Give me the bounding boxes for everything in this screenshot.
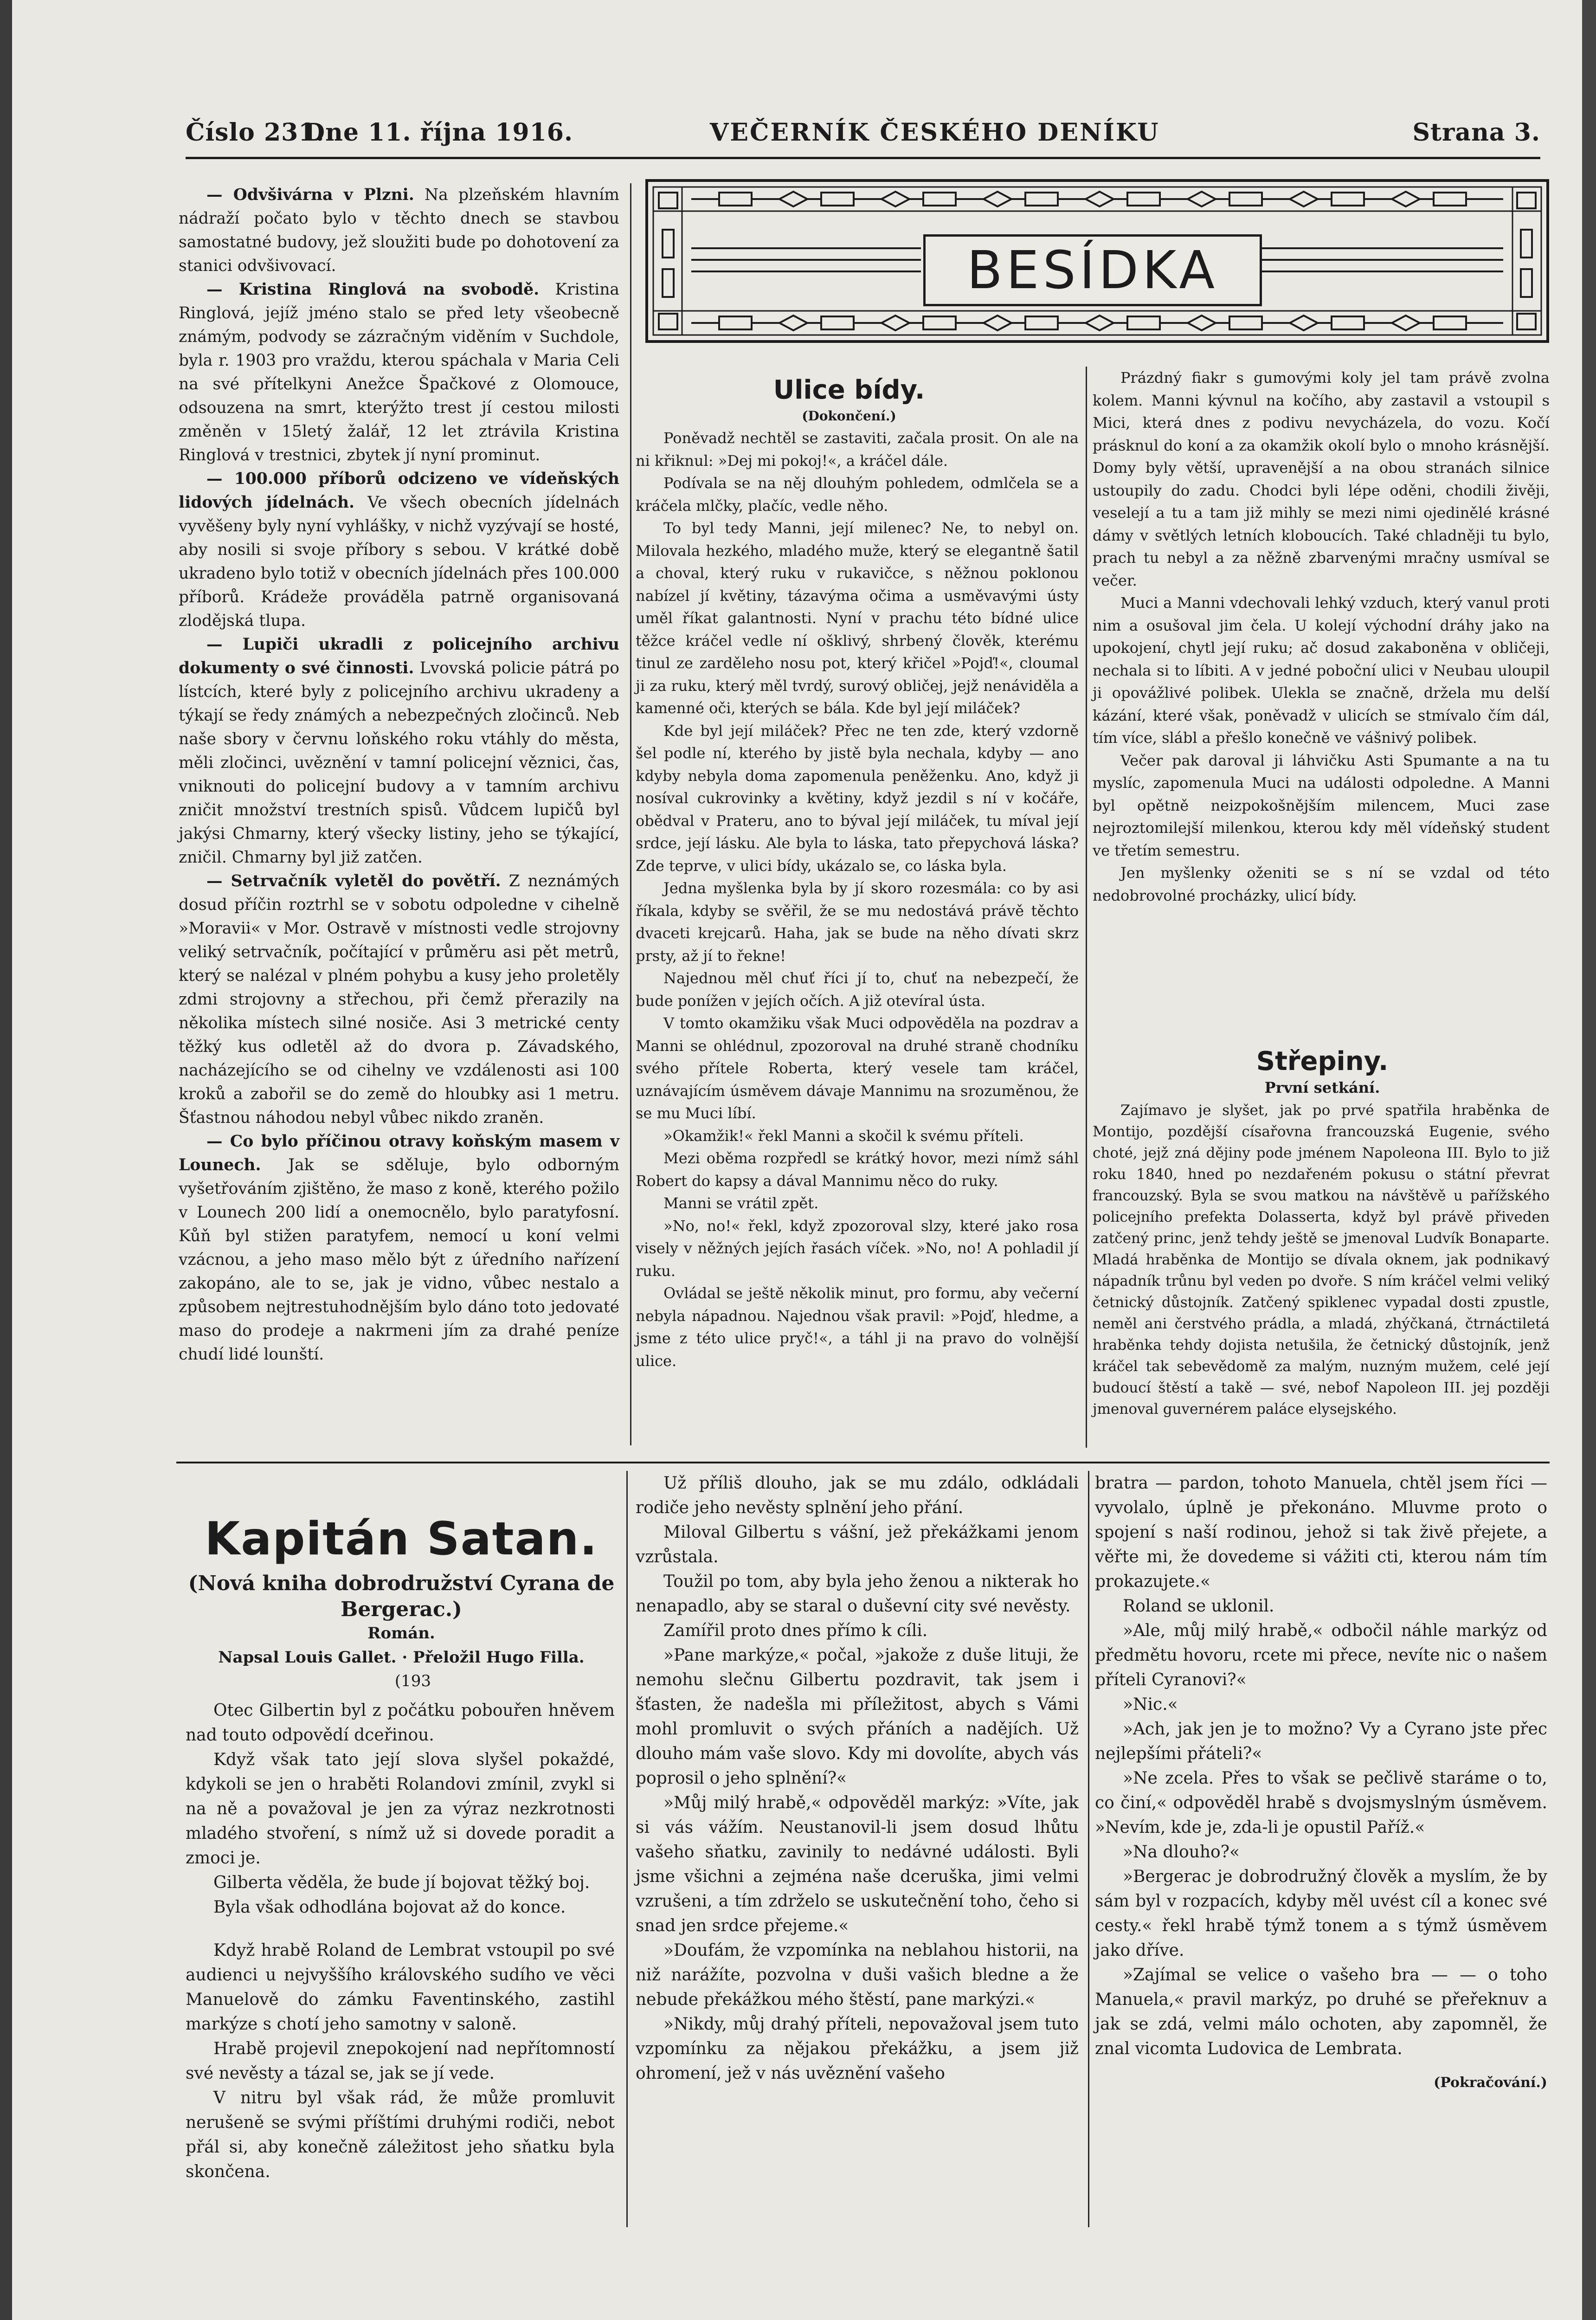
- news-item: [179, 1130, 619, 1366]
- story-paragraph: Poněvadž nechtěl se zastaviti, začala prosit. On ale na ni křiknul: »Dej mi pokoj!«, a kráčel dále.: [636, 429, 1079, 470]
- novel-genre: Román.: [367, 1624, 435, 1643]
- installment-number: (193: [394, 1672, 431, 1690]
- novel-paragraph: »Na dlouho?«: [1123, 1843, 1240, 1862]
- issue-number: Číslo 231.: [186, 118, 325, 147]
- novel-paragraph: »Ale, můj milý hrabě,« odbočil náhle markýz od předmětu hovoru, rcete mi přece, nevíte nic o našem příteli Cyranovi?«: [1095, 1621, 1547, 1689]
- news-column: [179, 183, 619, 1366]
- continued-note: (Pokračování.): [1434, 2075, 1547, 2091]
- news-headline: — Kristina Ringlová na svobodě.: [206, 280, 540, 299]
- story-subtitle: (Dokončení.): [802, 408, 896, 424]
- news-item: [179, 870, 619, 1130]
- strepiny-subtitle: První setkání.: [1264, 1079, 1380, 1096]
- masthead-title: VEČERNÍK ČESKÉHO DENÍKU: [710, 118, 1160, 147]
- novel-column-1: [186, 1698, 615, 2184]
- news-body: Ve všech obecních jídelnách vyvěšeny byly nyní vyhlášky, v nichž vyzývají se hosté, aby nosili si svoje příbory s sebou. V krátké době ukradeno bylo totiž v obecních jídelnách přes 100.000 příborů. Krádeže prováděla patrně organisovaná zlodějská tlupa.: [179, 493, 619, 630]
- story-title: Ulice bídy.: [773, 375, 925, 405]
- news-item: [179, 467, 619, 633]
- besidka-title: BESÍDKA: [923, 234, 1262, 306]
- novel-paragraph: Když hrabě Roland de Lembrat vstoupil po své audienci u nejvyššího královského sudího ve věci Manuelově do zámku Faventinského, zastihl markýze s chotí jeho samotny v saloně.: [186, 1941, 615, 2034]
- novel-paragraph: Zamířil proto dnes přímo k cíli.: [663, 1621, 928, 1640]
- story-paragraph: »Okamžik!« řekl Manni a skočil k svému příteli.: [663, 1127, 1024, 1145]
- novel-column-2: [636, 1471, 1079, 2086]
- story-column-2: [1093, 367, 1550, 907]
- scan-edge-left: [0, 0, 12, 2320]
- section-divider: [176, 1462, 1550, 1463]
- column-rule: [630, 183, 631, 1445]
- novel-paragraph: Otec Gilbertin byl z počátku pobouřen hněvem nad touto odpovědí dceřinou.: [186, 1701, 615, 1745]
- novel-paragraph: »Nic.«: [1123, 1695, 1178, 1714]
- novel-paragraph: Miloval Gilbertu s vášní, jež překážkami jenom vzrůstala.: [636, 1523, 1079, 1566]
- strepiny-paragraph: Zajímavo je slyšet, jak po prvé spatřila hraběnka de Montijo, pozdější císařovna francouzská Eugenie, svého choté, jejž zná dějiny pode jménem Napoleona III. Bylo to již roku 1840, hned po nezdařeném pokusu o státní převrat francouzský. Byla se svou matkou na návštěvě u pařížského policejního prefekta Dolasserta, když byl právě přiveden zatčený princ, jenž tehdy ještě se jmenoval Ludvík Bonaparte. Mladá hraběnka de Montijo se dívala oknem, jak podnikavý nápadník trůnu byl veden po dvoře. S ním kráčel velmi veliký četnický důstojník. Zatčený spiklenec vypadal dosti zpustle, neměl ani čerstvého prádla, a mladá, zhýčkaná, čtrnáctiletá hraběnka tehdy dojista netušila, že četnický důstojník, jenž kráčel tak sebevědomě za malým, nuzným mužem, celé její budoucí štěstí a takě — své, nebof Napoleon III. jej později jmenoval guvernérem paláce elysejského.: [1093, 1102, 1550, 1418]
- page-number: Strana 3.: [1412, 118, 1540, 147]
- story-paragraph: V tomto okamžiku však Muci odpověděla na pozdrav a Manni se ohlédnul, zpozoroval na druhé straně chodníku svého přítele Roberta, který vesele tam kráčel, uznávajícím úsměvem dávaje Mannimu na srozuměnou, že se mu Muci líbí.: [636, 1014, 1079, 1122]
- novel-paragraph: »Bergerac je dobrodružný člověk a myslím, že by sám byl v rozpacích, kdyby měl uvést cíl a konec své cesty.« řekl hrabě týmž tonem a s týmž úsměvem jako dříve.: [1095, 1867, 1547, 1960]
- story-column-1: [636, 427, 1079, 1372]
- novel-paragraph: »Můj milý hrabě,« odpověděl markýz: »Víte, jak si vás vážím. Neustanovil-li jsem dosud lhůtu vašeho sňatku, zavinily to nedávné události. Byli jsme všichni a zejména naše dceruška, jimi velmi vzrušeni, a tím zdrželo se uskutečnění toho, čeho si snad jen srdce přejeme.«: [636, 1793, 1079, 1935]
- column-rule: [626, 1471, 628, 2227]
- novel-paragraph: Když však tato její slova slyšel pokaždé, kdykoli se jen o hraběti Rolandovi zmínil, zvykl si na ně a považoval je jen za výraz nezkrotnosti mladého stvoření, s nímž už si dovede poradit a zmoci je.: [186, 1750, 615, 1868]
- story-paragraph: Kde byl její miláček? Přec ne ten zde, který vzdorně šel podle ní, kterého by jistě byla nechala, kdyby — ano kdyby nebyla doma zapomenula peněženku. Ano, když ji nosíval cukrovinky a květiny, když jezdil s ní v kočáře, obědval v Prateru, ano to býval její miláček, tu míval její srdce, její lásku. Ale byla to láska, tato přepychová láska? Zde teprve, v ulici bídy, ukázalo se, co láska byla.: [636, 722, 1079, 875]
- story-paragraph: Prázdný fiakr s gumovými koly jel tam právě zvolna kolem. Manni kývnul na kočího, aby zastavil a vstoupil s Mici, která dnes z podivu nevycházela, do vozu. Kočí prásknul do koní a za okamžik okolí bylo o mnoho krásnější. Domy byly větší, upravenější a na obou stranách silnice ustoupily do zadu. Chodci byli lépe oděni, chodili živěji, veselejí a tu a tam již mihly se mezi nimi ojedinělé krásné dámy v světlých letních kloboucích. Také chladněji tu bylo, prach tu nebyl a za něžně zbarvenými mračny usmíval se večer.: [1093, 369, 1550, 589]
- novel-paragraph: Hrabě projevil znepokojení nad nepřítomností své nevěsty a tázal se, jak se jí vede.: [186, 2039, 615, 2083]
- news-body: Jak se sděluje, bylo odborným vyšetřováním zjištěno, že maso z koně, kterého požilo v Lounech 200 lidí a onemocnělo, bylo paratyfosní. Kůň byl stižen paratyfem, nemocí u koní velmi vzácnou, a jeho maso mělo být z úředního nařízení zakopáno, ale to se, jak je vidno, vůbec nestalo a způsobem nejtrestuhodnějším bylo dáno toto jedovaté maso do prodeje a nakrmeni jím za drahé peníze chudí lidé lounští.: [179, 1156, 620, 1364]
- story-paragraph: Jen myšlenky oženiti se s ní se vzdal od této nedobrovolné procházky, ulicí bídy.: [1093, 864, 1550, 904]
- story-paragraph: »No, no!« řekl, když zpozoroval slzy, které jako rosa visely v něžných jejích řasách víček. »No, no! A pohladil jí ruku.: [636, 1217, 1079, 1280]
- news-headline: — Co bylo příčinou otravy koňským masem v Lounech.: [179, 1132, 619, 1174]
- strepiny-title: Střepiny.: [1256, 1046, 1389, 1076]
- novel-subtitle: (Nová kniha dobrodružství Cyrana de Bergerac.): [188, 1572, 615, 1621]
- header-rule: [186, 157, 1540, 159]
- novel-paragraph: Už příliš dlouho, jak se mu zdálo, odkládali rodiče jeho nevěsty splnění jeho přání.: [636, 1474, 1079, 1517]
- novel-paragraph: »Pane markýze,« počal, »jakože z duše lituji, že nemohu slečnu Gilbertu pozdravit, tak jsem i šťasten, že nadešla mi příležitost, abych s Vámi mohl promluvit o svých přáních a nadějích. Už dlouho mám vaše slovo. Kdy mi dovolíte, abych vás poprosil o jeho splnění?«: [636, 1646, 1079, 1788]
- page-header: [186, 118, 1540, 155]
- news-body: Kristina Ringlová, jejíž jméno stalo se před lety všeobecně známým, podvody se zázračným viděním v Suchdole, byla r. 1903 pro vraždu, kterou spáchala v Maria Celi na své přítelkyni Anežce Špačkové z Olomouce, odsouzena na smrt, kterýžto trest jí cestou milosti změněn v 15letý žalář, 12 let ztrávila Kristina Ringlová v trestnici, zbytek jí nyní prominut.: [179, 280, 620, 464]
- strepiny-column: [1093, 1100, 1550, 1420]
- novel-title: Kapitán Satan.: [205, 1513, 598, 1566]
- news-headline: — Odvšivárna v Plzni.: [206, 186, 414, 204]
- novel-paragraph: »Nikdy, můj drahý příteli, nepovažoval jsem tuto vzpomínku za nějakou překážku, a jsem již ohromení, jež v nás uvěznění vašeho: [636, 2015, 1079, 2083]
- novel-author: Napsal Louis Gallet. · Přeložil Hugo Fillа.: [218, 1648, 585, 1667]
- novel-paragraph: bratra — pardon, tohoto Manuela, chtěl jsem říci — vyvolalo, úplně je překonáno. Mluvme proto o spojení s naší rodinou, jehož si tak živě přejete, a věřte mi, že dovedeme si vážiti cti, kterou nám tím prokazujete.«: [1095, 1474, 1547, 1591]
- story-paragraph: Večer pak daroval ji láhvičku Asti Spumante a na tu myslíc, zapomenula Muci na události odpoledne. A Manni byl opětně neizpokošnějším milencem, Muci zase nejroztomilejší milenkou, kterou kdy měl vídeňský student ve třetím semestru.: [1093, 751, 1550, 859]
- story-paragraph: Manni se vrátil zpět.: [663, 1194, 819, 1212]
- novel-paragraph: Toužil po tom, aby byla jeho ženou a nikterak ho nenapadlo, aby se staral o duševní city své nevěsty.: [636, 1572, 1079, 1616]
- news-headline: — 100.000 příborů odcizeno ve vídeňských lidových jídelnách.: [179, 470, 619, 512]
- novel-paragraph: Roland se uklonil.: [1123, 1597, 1274, 1616]
- scan-edge-right: [1582, 0, 1596, 2320]
- news-body: Z neznámých dosud příčin roztrhl se v sobotu odpoledne v cihelně »Moravii« v Mor. Ostravě v místnosti vedle strojovny veliký setrvačník, počítající v průměru asi pět metrů, který se nalézal v plném pohybu a kusy jeho proletěly zdmi strojovny a střechou, při čemž přerazily na několika místech silné nosiče. Asi 3 metrické centy těžký kus odletěl až do dvora p. Závadského, nacházejícího se od cihelny ve vzdálenosti asi 100 kroků a zabořil se do země do hloubky asi 1 metru. Šťastnou náhodou nebyl vůbec nikdo zraněn.: [179, 872, 619, 1127]
- news-item: [179, 633, 619, 870]
- news-headline: — Lupiči ukradli z policejního archivu dokumenty o své činnosti.: [179, 635, 619, 677]
- story-paragraph: Jedna myšlenka byla by jí skoro rozesmála: co by asi říkala, kdyby se svěřil, že se mu nedostává právě těchto dvaceti krejcarů. Haha, jak se bude na něho dívati skrz prsty, až jí to řekne!: [636, 879, 1079, 965]
- novel-column-3: [1095, 1471, 1547, 2095]
- novel-paragraph: »Ach, jak jen je to možno? Vy a Cyrano jste přec nejlepšími přáteli?«: [1095, 1720, 1547, 1763]
- novel-paragraph: V nitru byl však rád, že může promluvit nerušeně se svými příštími druhými rodiči, nebot přál si, aby konečně záležitost jeho sňatku byla skončena.: [186, 2088, 615, 2181]
- story-paragraph: To byl tedy Manni, její milenec? Ne, to nebyl on. Milovala hezkého, mladého muže, který se elegantně šatil a choval, který ruku v rukavičce, s něžnou poklonou nabízel jí květiny, tázavýma očima a usměvavými ústy uměl říkat galantnosti. Nyní v prachu této bídné ulice těžce kráčel vedle ní ošklivý, shrbený člověk, kterému tinul ze zarděleho nosu pot, který křičel »Pojď!«, cloumal ji za ruku, který měl tvrdý, surový obličej, jejž nenáviděla a kamenné oči, kterých se bála. Kde byl její miláček?: [636, 519, 1079, 717]
- column-rule: [1086, 367, 1087, 1448]
- story-paragraph: Najednou měl chuť říci jí to, chuť na nebezpečí, že bude ponížen v jejích očích. A již otevíral ústa.: [636, 969, 1079, 1010]
- news-item: [179, 278, 619, 467]
- news-headline: — Setrvačník vyletěl do povětří.: [206, 872, 501, 890]
- news-item: [179, 183, 619, 278]
- novel-paragraph: Gilberta věděla, že bude jí bojovat těžký boj.: [213, 1873, 590, 1892]
- story-paragraph: Mezi oběma rozpředl se krátký hovor, mezi nímž sáhl Robert do kapsy a dával Mannimu něco do ruky.: [636, 1149, 1079, 1190]
- column-rule: [1088, 1471, 1089, 2227]
- novel-paragraph: »Zajímal se velice o vašeho bra — — o toho Manuela,« pravil markýz, po druhé se přeřeknuv a jak se zdá, velmi málo ochoten, aby zapomněl, že znal vicomta Ludovica de Lembrata.: [1095, 1966, 1547, 2058]
- novel-paragraph: »Doufám, že vzpomínka na neblahou historii, na niž narážíte, pozvolna v duši vašich bledne a že nebude překážkou mého štěstí, pane markýzi.«: [636, 1941, 1079, 2009]
- story-paragraph: Ovládal se ještě několik minut, pro formu, aby večerní nebyla nápadnou. Najednou však pravil: »Pojď, hledme, a jsme z této ulice pryč!«, a táhl ji na pravo do volnější ulice.: [636, 1284, 1079, 1370]
- story-paragraph: Podívala se na něj dlouhým pohledem, odmlčela se a kráčela mlčky, plačíc, vedle něho.: [636, 474, 1079, 515]
- issue-date: Dne 11. října 1916.: [304, 118, 573, 147]
- novel-paragraph: Byla však odhodlána bojovat až do konce.: [213, 1898, 566, 1917]
- news-body: Lvovská policie pátrá po lístcích, které byly z policejního archivu ukradeny a týkají se ředy známých a nebezpečných zločinců. Neb naše sbory v červnu loňského roku vtáhly do města, měli zločinci, uvěznění v tamní policejní věznici, čas, vniknouti do policejní budovy a v tamním archivu zničit množství trestních spisů. Vůdcem lupičů byl jakýsi Chmarny, který všecky listiny, jeho se týkající, zničil. Chmarny byl již zatčen.: [179, 659, 619, 867]
- story-paragraph: Muci a Manni vdechovali lehký vzduch, který vanul proti nim a osušoval jim čela. U kolejí východní dráhy jako na upokojení, chytl její ruku; ač dosud zakaboněna v obličeji, nechala si to líbiti. A v jedné poboční ulici v Neubau uloupil ji opovážlivé polibek. Ulekla se značně, držela mu delší kázání, které však, poněvadž v ulicích se stmívalo čím dál, tím více, slábl a přešlo konečně ve vášnivý polibek.: [1093, 594, 1550, 747]
- news-body: Na plzeňském hlavním nádraží počato bylo v těchto dnech se stavbou samostatné budovy, jež sloužiti bude po dohotovení za stanici odvšivovací.: [179, 186, 619, 275]
- novel-paragraph: »Ne zcela. Přes to však se pečlivě staráme o to, co činí,« odpověděl hrabě s dvojsmyslným úsměvem. »Nevím, kde je, zda-li je opustil Paříž.«: [1095, 1769, 1547, 1837]
